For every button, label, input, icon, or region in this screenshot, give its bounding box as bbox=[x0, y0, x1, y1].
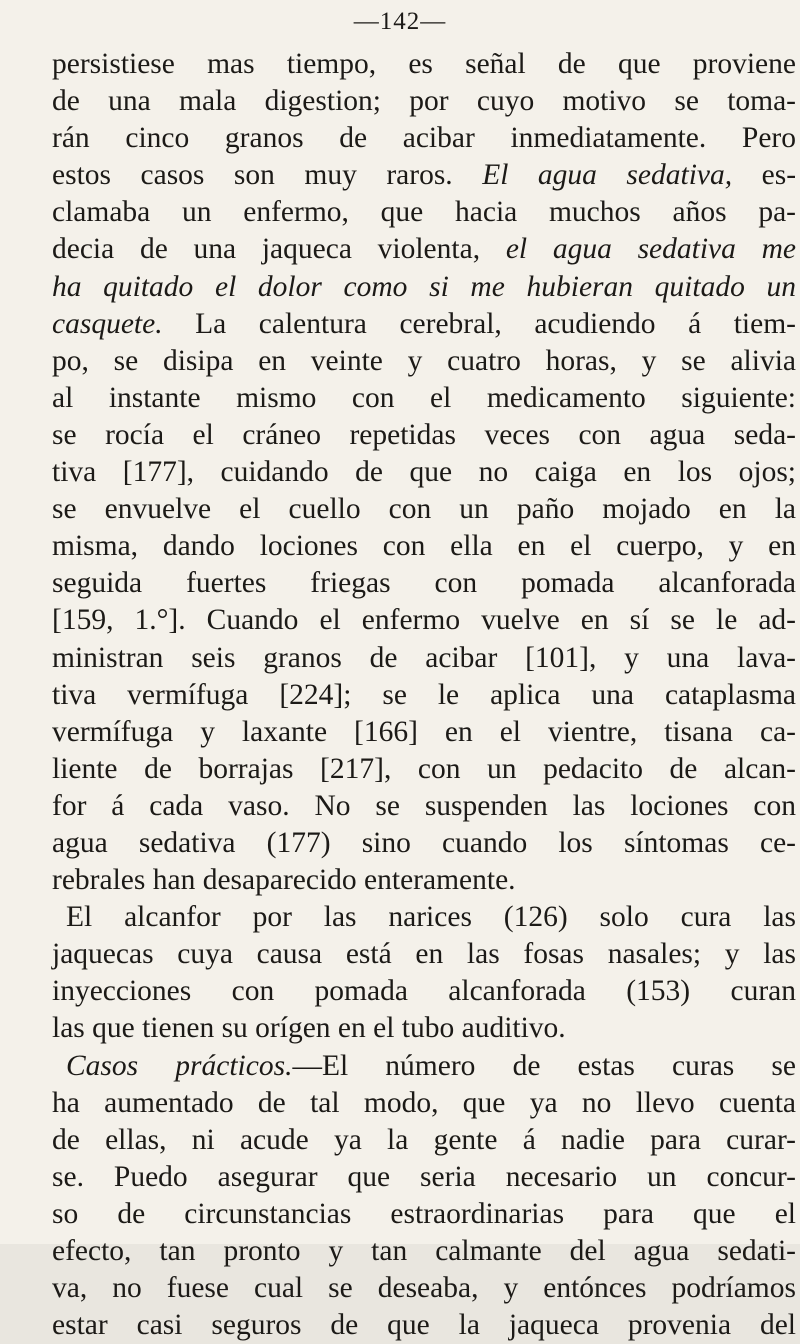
text-line: rán cinco granos de acibar inmediatamente. Pero bbox=[52, 122, 796, 155]
text-line: inyecciones con pomada alcanforada (153) curan bbox=[52, 975, 796, 1008]
italic-quote: casquete. bbox=[52, 307, 163, 340]
text-line bbox=[52, 306, 796, 343]
section-heading: Casos prácticos. bbox=[66, 1049, 293, 1082]
italic-quote: el agua sedativa me bbox=[505, 233, 797, 266]
text-line: clamaba un enfermo, que hacia muchos años pa- bbox=[52, 196, 796, 229]
text-line: agua sedativa (177) sino cuando los síntomas ce- bbox=[52, 826, 796, 859]
text-line: de una mala digestion; por cuyo motivo se toma- bbox=[52, 85, 796, 118]
text-segment: decia de una jaqueca violenta, bbox=[52, 233, 481, 266]
text-line: misma, dando lociones con ella en el cuerpo, y en bbox=[52, 530, 796, 563]
text-line bbox=[52, 231, 796, 268]
text-line bbox=[52, 1048, 796, 1085]
text-line: seguida fuertes friegas con pomada alcanforada bbox=[52, 567, 796, 600]
body-text bbox=[52, 46, 796, 1344]
text-line: [159, 1.°]. Cuando el enfermo vuelve en sí se le ad- bbox=[52, 604, 796, 637]
text-line: rebrales han desaparecido enteramente. bbox=[52, 864, 516, 897]
text-line: persistiese mas tiempo, es señal de que proviene bbox=[52, 48, 796, 80]
text-line: efecto, tan pronto y tan calmante del agua sedati- bbox=[52, 1235, 796, 1267]
text-segment: La calentura cerebral, acudiendo á tiem- bbox=[195, 307, 796, 340]
text-line: jaquecas cuya causa está en las fosas nasales; y las bbox=[52, 938, 796, 971]
text-line: al instante mismo con el medicamento siguiente: bbox=[52, 381, 796, 414]
italic-quote: El agua sedativa, bbox=[482, 159, 733, 192]
text-line: vermífuga y laxante [166] en el vientre, tisana ca- bbox=[52, 715, 796, 748]
text-line: se. Puedo asegurar que seria necesario un concur- bbox=[52, 1160, 796, 1193]
text-line: po, se disipa en veinte y cuatro horas, y se alivia bbox=[52, 344, 796, 377]
italic-quote: ha quitado el dolor como si me hubieran quitado un bbox=[52, 270, 796, 303]
page-number: —142— bbox=[353, 8, 447, 35]
text-line bbox=[52, 157, 796, 194]
text-line bbox=[52, 269, 796, 306]
text-segment: estos casos son muy raros. bbox=[52, 159, 453, 192]
text-line: se rocía el cráneo repetidas veces con agua seda- bbox=[52, 418, 796, 451]
text-line: so de circunstancias estraordinarias para que el bbox=[52, 1197, 796, 1230]
text-line: ha aumentado de tal modo, que ya no llevo cuenta bbox=[52, 1086, 796, 1119]
text-line: for á cada vaso. No se suspenden las lociones con bbox=[52, 789, 796, 822]
text-segment: —El número de estas curas se bbox=[292, 1049, 796, 1082]
text-line: va, no fuese cual se deseaba, y entónces podríamos bbox=[52, 1272, 796, 1305]
text-line: El alcanfor por las narices (126) solo cura las bbox=[66, 901, 796, 934]
text-line: tiva vermífuga [224]; se le aplica una cataplasma bbox=[52, 678, 796, 711]
text-line: las que tienen su orígen en el tubo auditivo. bbox=[52, 1012, 566, 1045]
text-line: tiva [177], cuidando de que no caiga en los ojos; bbox=[52, 456, 796, 489]
text-line: liente de borrajas [217], con un pedacito de alcan- bbox=[52, 752, 796, 785]
text-line: estar casi seguros de que la jaqueca provenia del bbox=[52, 1309, 796, 1342]
text-line: se envuelve el cuello con un paño mojado en la bbox=[52, 493, 796, 526]
text-line: de ellas, ni acude ya la gente á nadie para curar- bbox=[52, 1123, 796, 1156]
text-line: ministran seis granos de acibar [101], y una lava- bbox=[52, 641, 796, 674]
text-segment: es- bbox=[761, 159, 797, 192]
